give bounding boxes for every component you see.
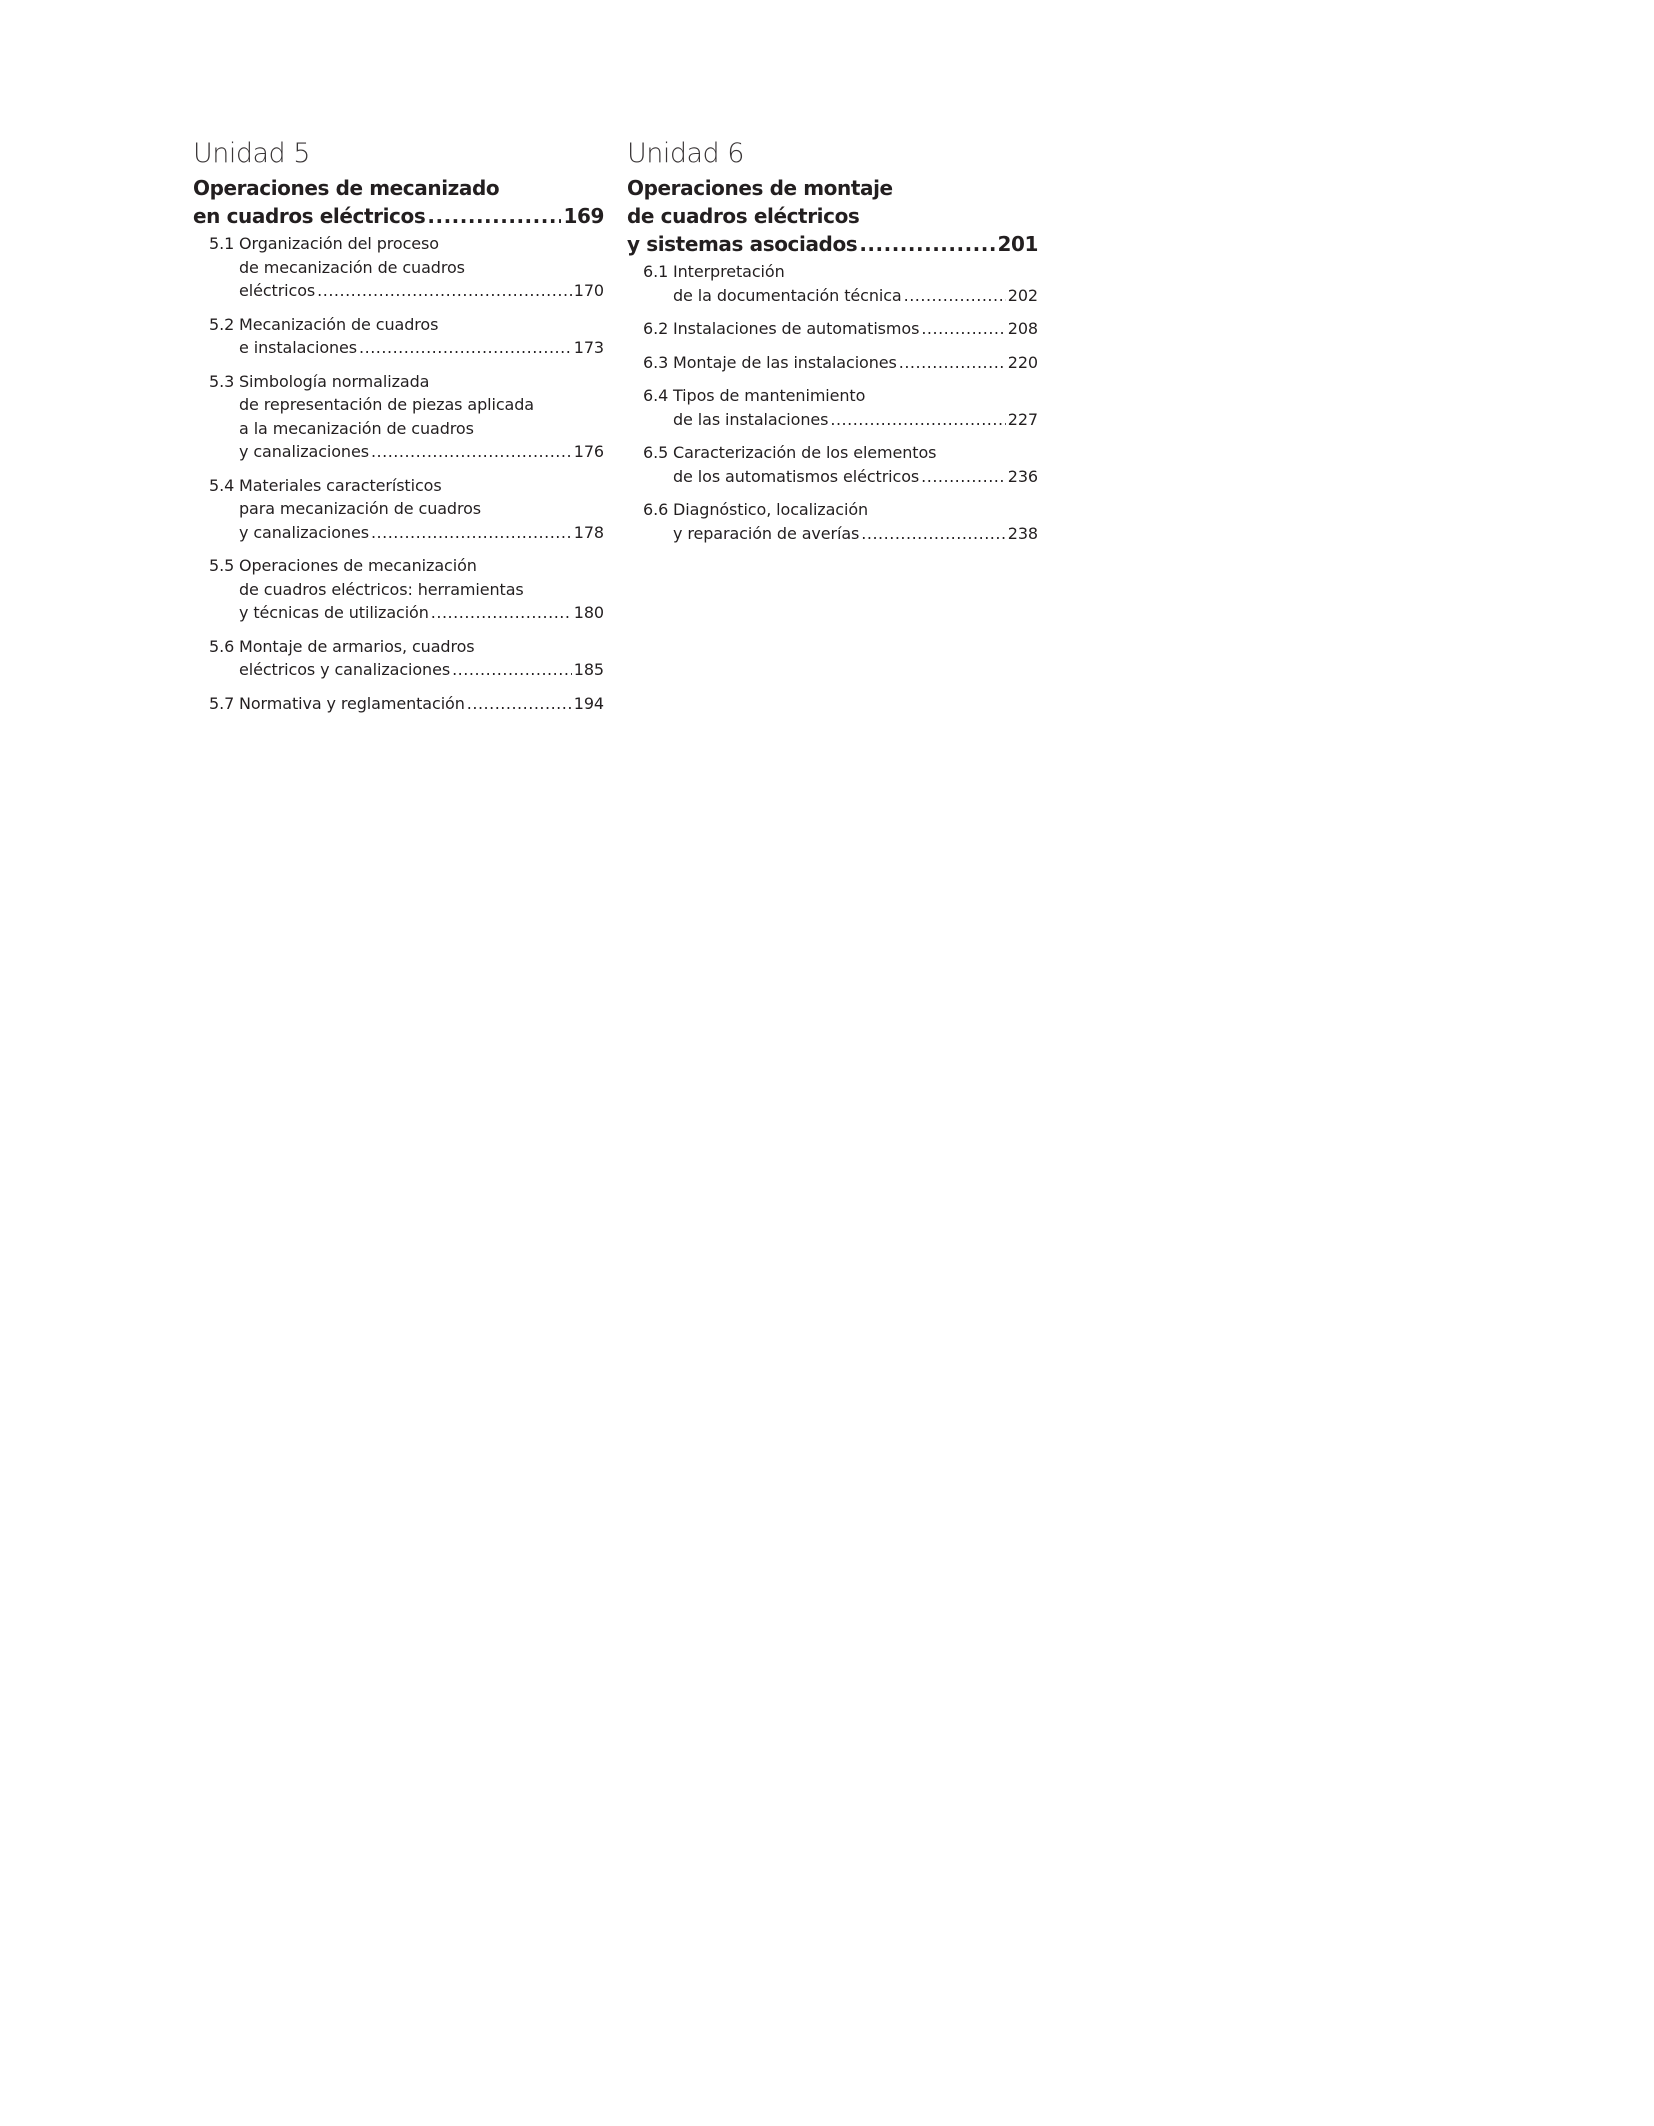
unit-label: Unidad 6	[627, 138, 744, 169]
section-page-number: 178	[573, 522, 604, 542]
section-number: 6.5	[643, 443, 669, 462]
unit-title	[193, 174, 604, 230]
section-number: 5.6	[209, 636, 235, 656]
section-title-line: de las instalaciones	[673, 409, 829, 429]
section-entry-row	[239, 440, 604, 464]
section-page-number: 173	[573, 338, 604, 357]
section-entry-row	[673, 522, 1038, 546]
dot-leader	[452, 658, 572, 682]
section-title-line: Organización del proceso	[239, 234, 439, 253]
toc-entry[interactable]	[193, 692, 604, 716]
section-page-number: 180	[573, 603, 604, 622]
section-title-line: y reparación de averías	[673, 523, 860, 543]
unit-title-entry-row[interactable]	[193, 202, 604, 230]
section-page-number: 194	[573, 693, 604, 713]
section-title-line: Instalaciones de automatismos	[673, 319, 920, 338]
section-title-line: Diagnóstico, localización	[673, 500, 869, 519]
section-page-number: 208	[1007, 319, 1038, 338]
section-page-number: 176	[573, 442, 604, 461]
section-title-line: Mecanización de cuadros	[239, 314, 439, 334]
dot-leader	[830, 408, 1005, 432]
dot-leader	[317, 279, 572, 303]
section-title-line: Caracterización de los elementos	[673, 443, 937, 462]
unit-title-line: Operaciones de mecanizado	[193, 176, 500, 200]
section-number: 5.3	[209, 371, 235, 391]
unit-label: Unidad 5	[193, 138, 310, 169]
section-number: 5.7	[209, 693, 235, 713]
section-title-line: de la documentación técnica	[673, 285, 902, 305]
section-entry-row	[673, 351, 1038, 375]
unit-title-line: en cuadros eléctricos	[193, 204, 426, 228]
section-title-line: de representación de piezas aplicada	[239, 395, 535, 414]
section-title-line: Montaje de las instalaciones	[673, 352, 897, 372]
section-page-number: 236	[1007, 466, 1038, 486]
section-title-line: para mecanización de cuadros	[239, 499, 482, 518]
toc-entry[interactable]	[627, 260, 1038, 307]
section-page-number: 238	[1007, 523, 1038, 543]
toc-entry[interactable]	[193, 554, 604, 625]
section-number: 6.3	[643, 352, 669, 372]
dot-leader	[921, 317, 1005, 341]
dot-leader	[427, 202, 561, 230]
section-title-line: eléctricos y canalizaciones	[239, 660, 451, 679]
section-number: 5.1	[209, 234, 235, 253]
toc-entry[interactable]	[627, 498, 1038, 545]
dot-leader	[467, 692, 572, 716]
dot-leader	[371, 440, 572, 464]
section-number: 5.4	[209, 475, 235, 495]
dot-leader	[359, 336, 572, 360]
section-entry-row	[673, 465, 1038, 489]
toc-entry[interactable]	[627, 351, 1038, 375]
section-entry-row	[673, 317, 1038, 341]
section-title-line: y canalizaciones	[239, 522, 369, 542]
section-title-line: Simbología normalizada	[239, 371, 430, 391]
section-number: 5.2	[209, 314, 235, 334]
unit-title-line: Operaciones de montaje	[627, 176, 893, 200]
section-list	[193, 232, 604, 715]
dot-leader	[899, 351, 1006, 375]
toc-entry[interactable]	[193, 370, 604, 464]
section-entry-row	[239, 658, 604, 682]
dot-leader	[371, 521, 572, 545]
dot-leader	[861, 522, 1005, 546]
section-title-line: a la mecanización de cuadros	[239, 418, 474, 438]
dot-leader	[431, 601, 572, 625]
unit-page-number: 201	[997, 232, 1038, 256]
section-title-line: Tipos de mantenimiento	[673, 386, 866, 405]
section-page-number: 170	[573, 281, 604, 300]
section-number: 6.2	[643, 319, 669, 338]
unit-title-entry-row[interactable]	[627, 230, 1038, 258]
section-entry-row	[239, 279, 604, 303]
unit-title-line: de cuadros eléctricos	[627, 204, 860, 228]
section-page-number: 220	[1007, 352, 1038, 372]
dot-leader	[921, 465, 1006, 489]
unit-6-block	[627, 138, 1038, 555]
section-title-line: y canalizaciones	[239, 442, 369, 461]
section-title-line: y técnicas de utilización	[239, 603, 429, 622]
section-title-line: Interpretación	[673, 262, 785, 281]
section-number: 6.4	[643, 386, 669, 405]
dot-leader	[904, 284, 1006, 308]
unit-title-line: y sistemas asociados	[627, 232, 858, 256]
toc-entry[interactable]	[627, 441, 1038, 488]
section-title-line: Normativa y reglamentación	[239, 693, 465, 713]
section-entry-row	[673, 408, 1038, 432]
section-entry-row	[673, 284, 1038, 308]
section-title-line: de cuadros eléctricos: herramientas	[239, 579, 524, 599]
unit-5-block	[193, 138, 604, 725]
section-number: 6.6	[643, 500, 669, 519]
toc-entry[interactable]	[627, 317, 1038, 341]
section-title-line: eléctricos	[239, 281, 316, 300]
dot-leader	[859, 230, 995, 258]
unit-title	[627, 174, 1038, 258]
section-number: 6.1	[643, 262, 669, 281]
section-entry-row	[239, 521, 604, 545]
section-page-number: 202	[1007, 285, 1038, 305]
section-title-line: de mecanización de cuadros	[239, 257, 465, 277]
section-page-number: 227	[1007, 409, 1038, 429]
section-title-line: de los automatismos eléctricos	[673, 466, 920, 486]
toc-entry[interactable]	[627, 384, 1038, 431]
section-title-line: e instalaciones	[239, 338, 358, 357]
toc-entry[interactable]	[193, 635, 604, 682]
section-page-number: 185	[573, 660, 604, 679]
section-title-line: Operaciones de mecanización	[239, 556, 477, 575]
unit-page-number: 169	[563, 204, 604, 228]
toc-entry[interactable]	[193, 474, 604, 545]
toc-entry[interactable]	[193, 313, 604, 360]
toc-entry[interactable]	[193, 232, 604, 303]
section-entry-row	[239, 692, 604, 716]
section-entry-row	[239, 601, 604, 625]
section-entry-row	[239, 336, 604, 360]
section-list	[627, 260, 1038, 545]
section-title-line: Materiales característicos	[239, 475, 442, 495]
section-title-line: Montaje de armarios, cuadros	[239, 636, 475, 656]
section-number: 5.5	[209, 556, 235, 575]
